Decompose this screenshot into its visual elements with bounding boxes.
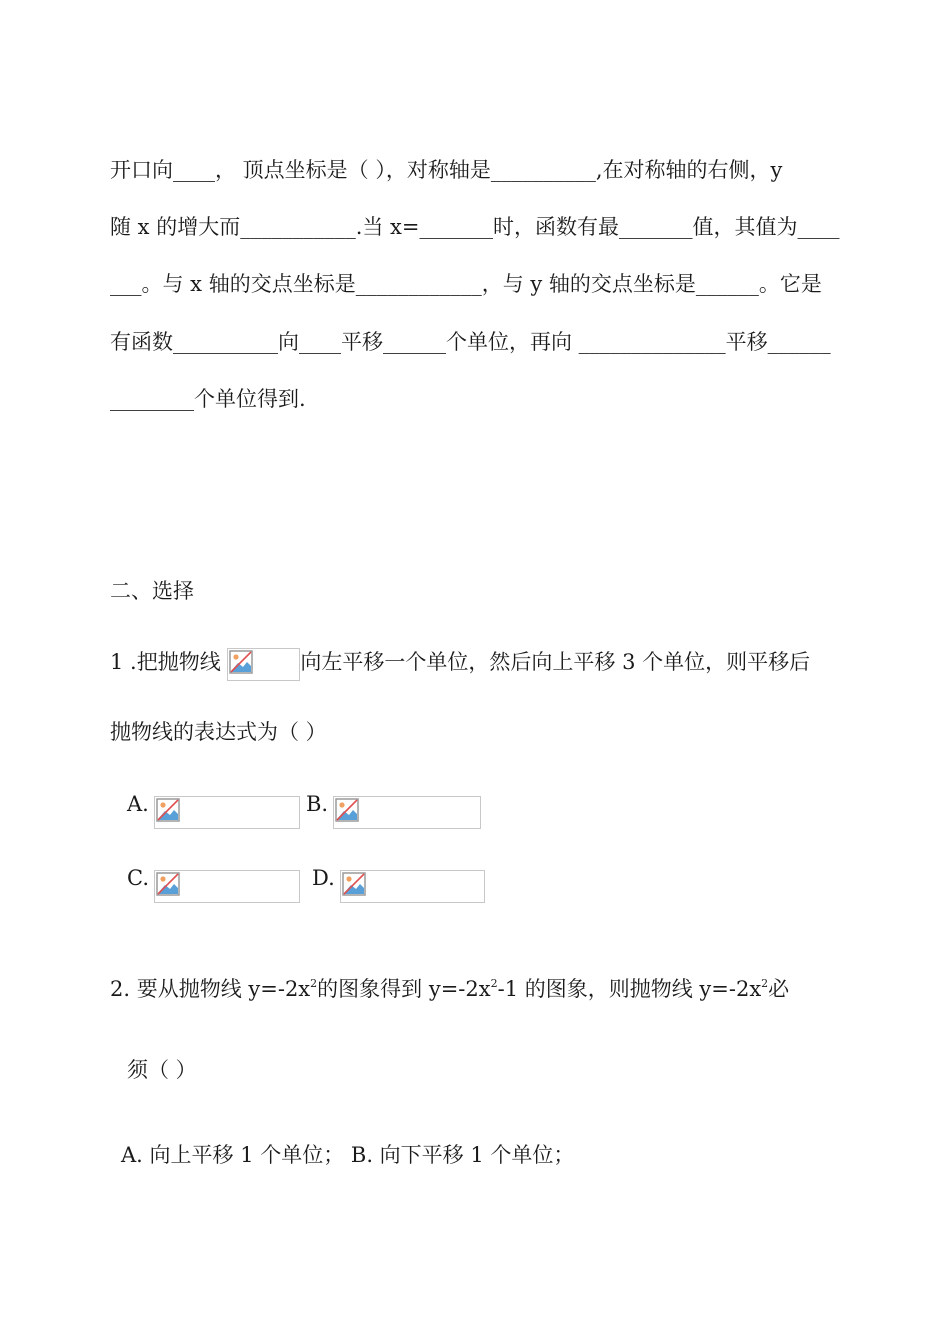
option-d-label: D.	[312, 866, 335, 890]
broken-image-icon	[156, 798, 180, 822]
option-c-image	[154, 870, 300, 903]
option-a-image	[154, 796, 300, 829]
question-1-suffix: 向左平移一个单位，然后向上平移 3 个单位，则平移后	[300, 650, 811, 674]
exponent: 2	[761, 977, 769, 990]
question-2-line-1	[110, 975, 789, 1003]
exponent: 2	[310, 977, 318, 990]
broken-image-icon	[229, 650, 253, 674]
fill-in-line-2: 随 x 的增大而___________.当 x=_______时，函数有最_______值，其值为____	[110, 215, 840, 239]
question-2-text-part4: 必	[768, 977, 790, 1001]
question-2-text-part3: -1 的图象，则抛物线 y=-2x	[497, 977, 762, 1001]
option-c-label: C.	[127, 866, 149, 890]
question-1-line-2: 抛物线的表达式为（ ）	[110, 720, 327, 744]
fill-in-line-1: 开口向____， 顶点坐标是（ ），对称轴是__________,在对称轴的右侧，y	[110, 158, 783, 182]
exponent: 2	[490, 977, 498, 990]
question-2-text-part1: 2. 要从抛物线 y=-2x	[110, 977, 311, 1001]
question-2-text-part2: 的图象得到 y=-2x	[317, 977, 491, 1001]
formula-image	[227, 648, 300, 681]
broken-image-icon	[156, 872, 180, 896]
broken-image-icon	[335, 798, 359, 822]
question-1-prefix: 1 .把抛物线	[110, 650, 221, 674]
section-heading: 二、选择	[110, 579, 194, 603]
question-2-options-line: A. 向上平移 1 个单位； B. 向下平移 1 个单位；	[121, 1143, 575, 1167]
option-a-label: A.	[127, 792, 149, 816]
fill-in-line-5: ________个单位得到.	[110, 387, 306, 411]
option-d-image	[340, 870, 485, 903]
option-b-image	[333, 796, 481, 829]
broken-image-icon	[342, 872, 366, 896]
fill-in-line-4: 有函数__________向____平移______个单位，再向 ______________平移______	[110, 330, 831, 354]
question-1-line-1	[110, 648, 810, 681]
option-b-label: B.	[306, 792, 329, 816]
fill-in-line-3: ___。与 x 轴的交点坐标是____________，与 y 轴的交点坐标是______。它是	[110, 272, 822, 296]
question-2-line-2: 须（ ）	[127, 1058, 197, 1082]
